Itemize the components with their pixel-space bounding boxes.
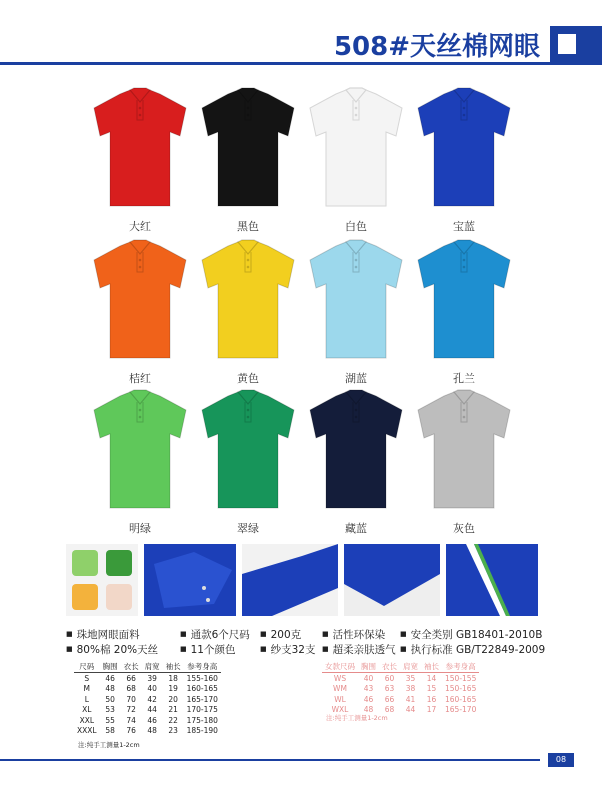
shirt-item [86, 86, 194, 236]
page-number: 08 [548, 753, 574, 767]
men-size-table [74, 661, 221, 736]
size-table-header: 袖长 [421, 661, 442, 673]
size-table-cell: 165-170 [186, 694, 218, 704]
size-table-cell: 21 [168, 705, 178, 715]
fruit-icon [72, 584, 98, 610]
size-table-cell: 66 [126, 673, 136, 683]
size-table-cell: 20 [168, 694, 178, 704]
size-table-row [322, 673, 479, 684]
size-table-cell: 72 [126, 705, 136, 715]
collar-detail-photo [144, 544, 236, 616]
leaf-icon [72, 550, 98, 576]
size-table-cell: 48 [105, 684, 115, 694]
size-table-cell: WS [333, 673, 347, 683]
size-table-cell: 48 [363, 705, 374, 715]
size-table-cell: 50 [105, 694, 115, 704]
shirt-color-label: 翠绿 [237, 522, 259, 535]
size-table-cell: 165-170 [445, 705, 477, 715]
detail-photos [66, 544, 538, 616]
size-table-cell: 76 [126, 726, 136, 736]
shirt-item [194, 238, 302, 388]
size-table-cell: 19 [168, 684, 178, 694]
size-table-header: 胸围 [100, 661, 121, 673]
size-table-cell: 185-190 [186, 726, 218, 736]
size-table-header: 参考身高 [184, 661, 221, 673]
hem-detail-photo [344, 544, 440, 616]
polo-shirt-image [90, 388, 190, 514]
tree-icon [106, 550, 132, 576]
polo-shirt-image [306, 388, 406, 514]
size-table-cell: WL [334, 694, 346, 704]
shirt-item [410, 238, 518, 388]
size-table-cell: WXL [331, 705, 349, 715]
feature-item: ■ 80%棉 20%天丝 [66, 642, 158, 657]
size-table-row [74, 705, 221, 716]
size-table-header: 衣长 [121, 661, 142, 673]
women-size-note: 注:纯手工测量1-2cm [326, 714, 388, 722]
size-table-cell: 46 [363, 694, 374, 704]
size-table-cell: 74 [126, 715, 136, 725]
feature-item: ■ 珠地网眼面料 [66, 627, 140, 642]
size-table-cell: 55 [105, 715, 115, 725]
shirt-color-label: 宝蓝 [453, 220, 475, 233]
size-table-cell: 70 [126, 694, 136, 704]
polo-shirt-image [414, 388, 514, 514]
size-table-cell: 17 [426, 705, 437, 715]
size-table-cell: 175-180 [186, 715, 218, 725]
size-table-row [322, 684, 479, 695]
size-table-cell: 22 [168, 715, 178, 725]
feature-item: ■ 11个颜色 [180, 642, 236, 657]
shirt-item [194, 86, 302, 236]
size-table-cell: 44 [147, 705, 157, 715]
size-table-cell: 150-155 [445, 673, 477, 683]
size-table-cell: 41 [405, 694, 416, 704]
shirt-color-label: 灰色 [453, 522, 475, 535]
size-table-cell: 53 [105, 705, 115, 715]
shirt-color-label: 明绿 [129, 522, 151, 535]
size-table-cell: 46 [147, 715, 157, 725]
size-table-row [74, 673, 221, 684]
shirt-item [86, 388, 194, 538]
size-table-cell: 170-175 [186, 705, 218, 715]
size-table-cell: 16 [426, 694, 437, 704]
shirt-color-label: 白色 [345, 220, 367, 233]
polo-shirt-image [198, 388, 298, 514]
size-table-cell: 66 [384, 694, 395, 704]
shirt-item [86, 238, 194, 388]
size-table-cell: 39 [147, 673, 157, 683]
page-title: 508#天丝棉网眼 [333, 32, 540, 62]
size-table-cell: L [84, 694, 89, 704]
size-table-cell: 68 [384, 705, 395, 715]
size-table-cell: 58 [105, 726, 115, 736]
shirt-color-label: 黄色 [237, 372, 259, 385]
size-table-cell: 46 [105, 673, 115, 683]
women-size-table [322, 661, 479, 715]
size-table-cell: 155-160 [186, 673, 218, 683]
collar-fold-photo [242, 544, 338, 616]
size-table-cell: 42 [147, 694, 157, 704]
size-table-header: 参考身高 [442, 661, 479, 673]
shirt-color-label: 桔红 [129, 372, 151, 385]
polo-shirt-image [306, 86, 406, 212]
size-table-header: 胸围 [358, 661, 379, 673]
size-table-cell: 15 [426, 684, 437, 694]
header-corner-mark [550, 26, 602, 62]
feature-item: ■ 安全类别 GB18401-2010B [400, 627, 542, 642]
size-table-header: 肩宽 [400, 661, 421, 673]
size-table-cell: 160-165 [186, 684, 218, 694]
size-table-row [74, 715, 221, 726]
feature-item: ■ 200克 [260, 627, 301, 642]
size-table-cell: S [84, 673, 90, 683]
size-table-cell: 38 [405, 684, 416, 694]
size-table-cell: 160-165 [445, 694, 477, 704]
side-vent-photo [446, 544, 538, 616]
shirt-item [302, 86, 410, 236]
size-table-cell: XXL [79, 715, 95, 725]
polo-shirt-image [306, 238, 406, 364]
size-table-cell: 40 [363, 673, 374, 683]
size-table-cell: 40 [147, 684, 157, 694]
size-table-cell: 48 [147, 726, 157, 736]
size-table-header: 女款尺码 [322, 661, 358, 673]
size-table-cell: 68 [126, 684, 136, 694]
size-table-cell: M [83, 684, 91, 694]
shirt-color-label: 黑色 [237, 220, 259, 233]
baby-icon [106, 584, 132, 610]
feature-item: ■ 通款6个尺码 [180, 627, 250, 642]
feature-item: ■ 纱支32支 [260, 642, 316, 657]
size-table-cell: WM [333, 684, 347, 694]
size-table-cell: 18 [168, 673, 178, 683]
shirt-color-label: 藏蓝 [345, 522, 367, 535]
size-table-cell: 150-165 [445, 684, 477, 694]
shirt-item [302, 238, 410, 388]
size-table-cell: XXXL [77, 726, 97, 736]
feature-item: ■ 活性环保染 [322, 627, 385, 642]
header-rule [0, 62, 602, 65]
polo-shirt-image [198, 86, 298, 212]
size-table-row [74, 726, 221, 737]
size-table-cell: 63 [384, 684, 395, 694]
polo-shirt-image [414, 238, 514, 364]
size-table-row [322, 694, 479, 705]
page-header [0, 26, 602, 70]
shirt-color-label: 湖蓝 [345, 372, 367, 385]
footer-rule [0, 759, 540, 761]
feature-icons-photo [66, 544, 138, 616]
size-table-cell: 60 [384, 673, 395, 683]
size-table-cell: 23 [168, 726, 178, 736]
size-table-row [74, 684, 221, 695]
polo-shirt-image [198, 238, 298, 364]
shirt-color-label: 大红 [129, 220, 151, 233]
feature-item: ■ 执行标准 GB/T22849-2009 [400, 642, 545, 657]
feature-item: ■ 超柔亲肤透气 [322, 642, 396, 657]
polo-shirt-image [90, 86, 190, 212]
size-table-header: 衣长 [379, 661, 400, 673]
size-table-row [74, 694, 221, 705]
size-table-cell: 14 [426, 673, 437, 683]
shirt-item [194, 388, 302, 538]
polo-shirt-image [414, 86, 514, 212]
shirt-item [410, 86, 518, 236]
size-table-cell: 35 [405, 673, 416, 683]
shirt-item [302, 388, 410, 538]
shirt-item [410, 388, 518, 538]
size-table-cell: 44 [405, 705, 416, 715]
size-table-cell: 43 [363, 684, 374, 694]
size-table-header: 袖长 [163, 661, 184, 673]
size-table-cell: XL [82, 705, 92, 715]
shirt-color-label: 孔兰 [453, 372, 475, 385]
men-size-note: 注:纯手工测量1-2cm [78, 741, 140, 749]
polo-shirt-image [90, 238, 190, 364]
size-table-header: 尺码 [74, 661, 100, 673]
size-table-header: 肩宽 [142, 661, 163, 673]
